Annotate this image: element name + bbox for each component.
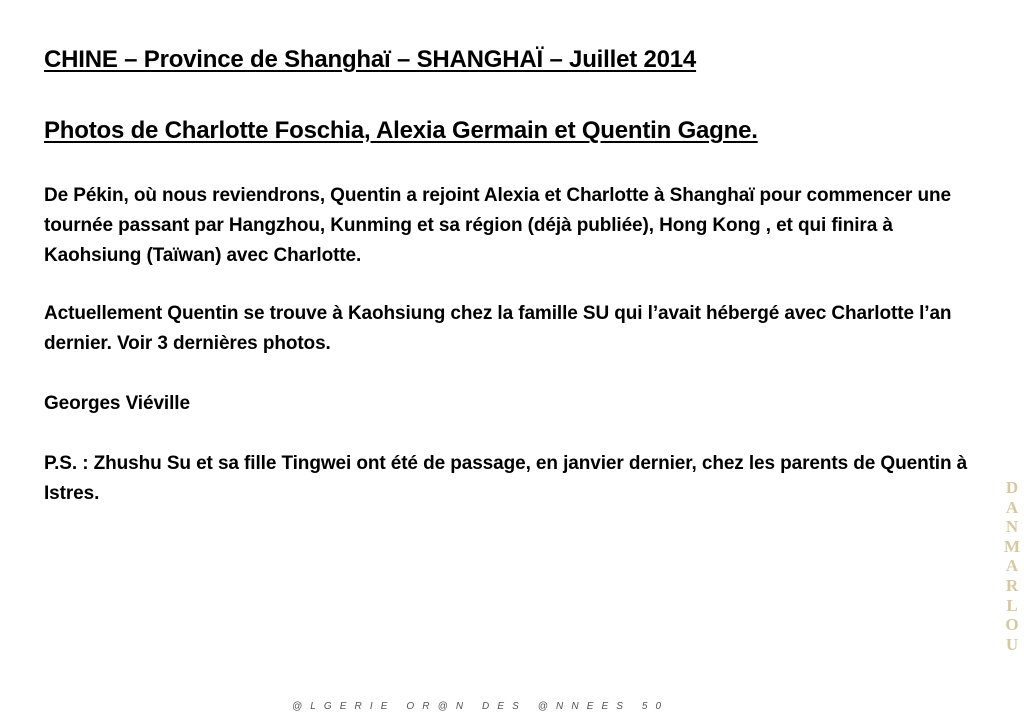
paragraph-current-location: Actuellement Quentin se trouve à Kaohsiung chez la famille SU qui l’avait hébergé avec Charlotte l’an dernier. Voir 3 dernières photos.: [44, 303, 952, 354]
footer-text: @LGERIE OR@N DES @NNEES 50: [292, 701, 670, 712]
page-subtitle: Photos de Charlotte Foschia, Alexia Germain et Quentin Gagne.: [44, 117, 758, 144]
watermark-letter: L: [1006, 595, 1018, 615]
postscript: P.S. : Zhushu Su et sa fille Tingwei ont été de passage, en janvier dernier, chez les parents de Quentin à Istres.: [44, 453, 968, 504]
watermark-letter: A: [1005, 497, 1019, 517]
watermark-letter: M: [1003, 536, 1021, 556]
watermark-letter: D: [1005, 478, 1019, 497]
watermark-logo: [1003, 478, 1021, 654]
page-title: CHINE – Province de Shanghaï – SHANGHAÏ – Juillet 2014: [44, 46, 697, 73]
watermark-letter: R: [1005, 575, 1019, 595]
author-signature: Georges Viéville: [44, 393, 190, 414]
paragraph-intro: De Pékin, où nous reviendrons, Quentin a rejoint Alexia et Charlotte à Shanghaï pour commencer une tournée passant par Hangzhou, Kunming et sa région (déjà publiée), Hong Kong , et qui finira à Kaohsiung (Taïwan) avec Charlotte.: [44, 185, 951, 266]
watermark-letter: A: [1005, 556, 1019, 576]
watermark-letter: N: [1005, 517, 1019, 537]
watermark-letter: U: [1005, 634, 1019, 654]
watermark-letter: O: [1005, 615, 1019, 635]
